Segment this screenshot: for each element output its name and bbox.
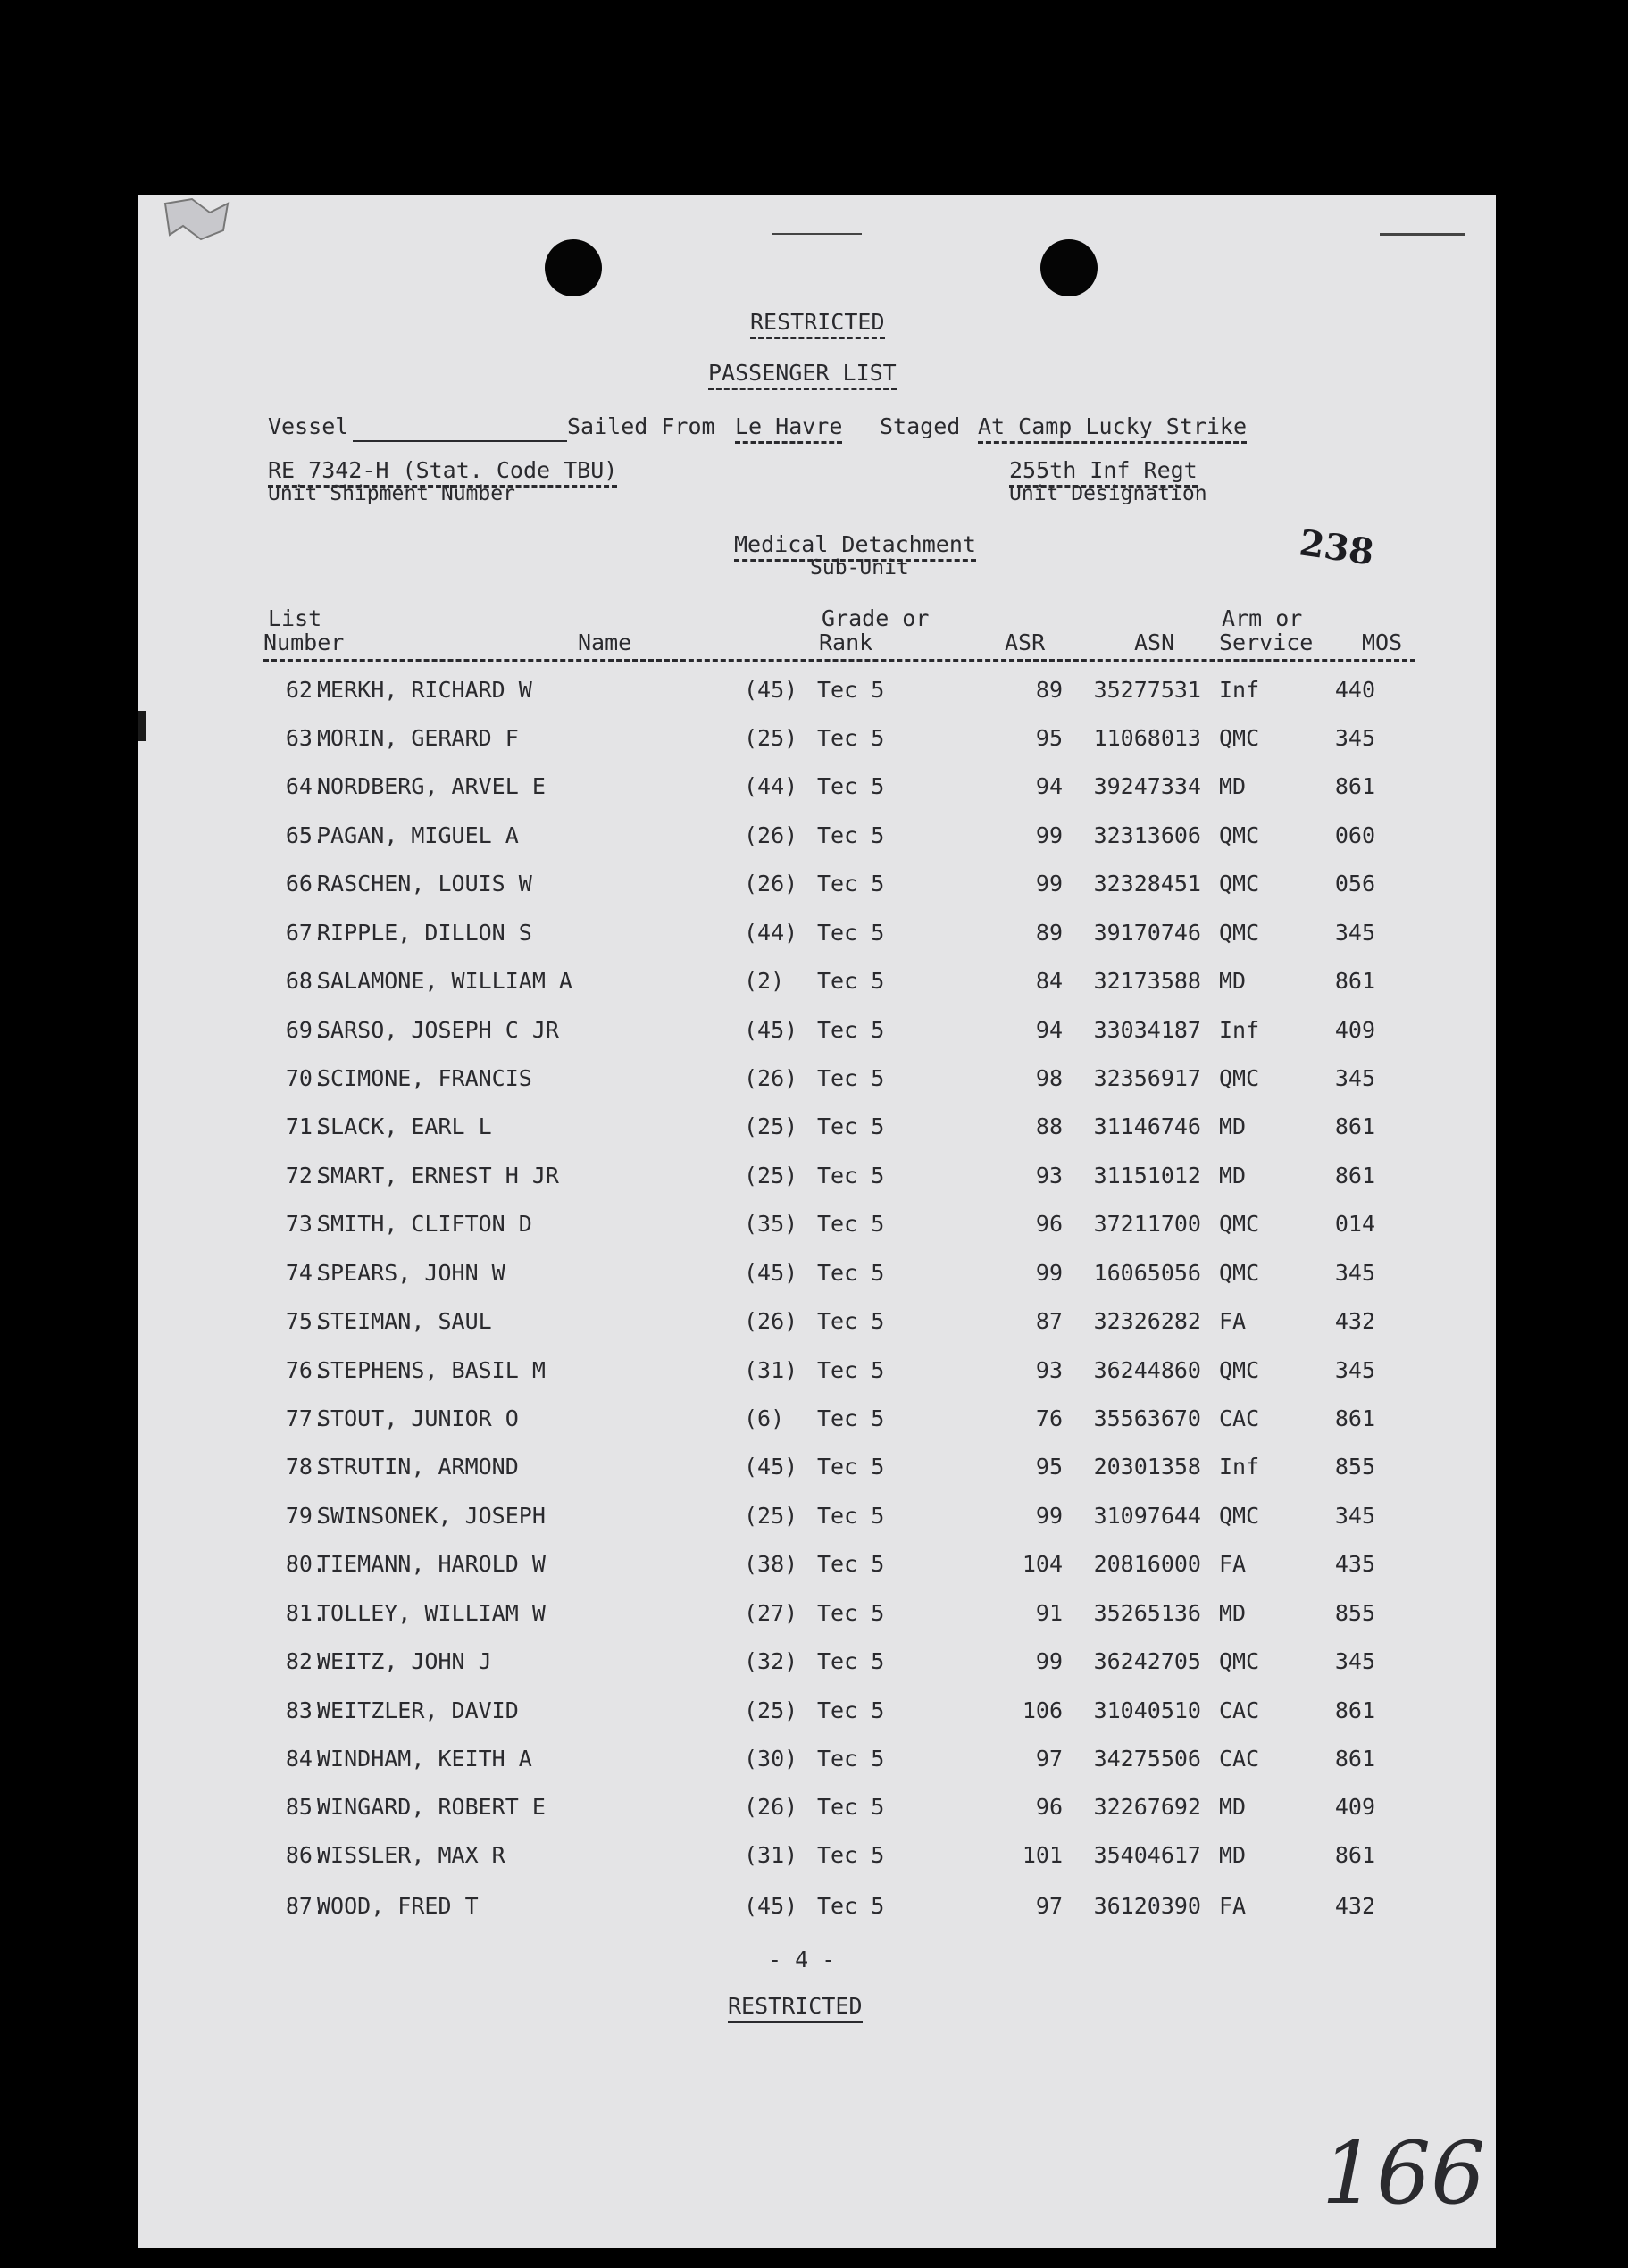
top-rule-mark [772, 233, 862, 235]
table-row: 86. WISSLER, MAX R (31) Tec 5 101 35404617 MD 861 [285, 1842, 1375, 1868]
table-row: 63. MORIN, GERARD F (25) Tec 5 95 11068013 QMC 345 [285, 725, 1375, 751]
table-row: 77. STOUT, JUNIOR O (6) Tec 5 76 35563670 CAC 861 [285, 1405, 1375, 1431]
document-title: PASSENGER LIST [708, 360, 897, 386]
table-row: 79. SWINSONEK, JOSEPH (25) Tec 5 99 31097644 QMC 345 [285, 1503, 1375, 1529]
col-asn: ASN [1134, 630, 1175, 655]
top-right-rule-mark [1380, 233, 1465, 236]
sub-unit-value: Medical Detachment [734, 531, 976, 557]
table-row: 71. SLACK, EARL L (25) Tec 5 88 31146746 MD 861 [285, 1113, 1375, 1139]
sub-unit-label: Sub-Unit [810, 556, 909, 580]
col-arm-1: Arm or [1222, 605, 1303, 631]
table-row: 87. WOOD, FRED T (45) Tec 5 97 36120390 FA 432 [285, 1893, 1375, 1919]
vessel-blank [353, 440, 567, 442]
col-name: Name [578, 630, 632, 655]
table-row: 85. WINGARD, ROBERT E (26) Tec 5 96 32267692 MD 409 [285, 1794, 1375, 1820]
table-row: 73. SMITH, CLIFTON D (35) Tec 5 96 37211700 QMC 014 [285, 1211, 1375, 1237]
document-page [138, 195, 1496, 2248]
table-row: 68. SALAMONE, WILLIAM A (2) Tec 5 84 32173588 MD 861 [285, 968, 1375, 994]
handwritten-page-number: 166 [1322, 2123, 1486, 2223]
col-list-number-1: List [268, 605, 322, 631]
unit-shipment-number: RE 7342-H (Stat. Code TBU) [268, 457, 617, 483]
table-row: 66. RASCHEN, LOUIS W (26) Tec 5 99 32328451 QMC 056 [285, 871, 1375, 896]
staged-value: At Camp Lucky Strike [978, 413, 1247, 439]
classification-top: RESTRICTED [750, 309, 885, 335]
classification-bottom: RESTRICTED [728, 1993, 863, 2019]
table-row: 76. STEPHENS, BASIL M (31) Tec 5 93 36244860 QMC 345 [285, 1357, 1375, 1383]
table-row: 74. SPEARS, JOHN W (45) Tec 5 99 16065056 QMC 345 [285, 1260, 1375, 1286]
page-number: - 4 - [768, 1947, 836, 1972]
table-row: 80. TIEMANN, HAROLD W (38) Tec 5 104 20816000 FA 435 [285, 1551, 1375, 1577]
table-row: 84. WINDHAM, KEITH A (30) Tec 5 97 34275506 CAC 861 [285, 1746, 1375, 1772]
table-row: 69. SARSO, JOSEPH C JR (45) Tec 5 94 33034187 Inf 409 [285, 1017, 1375, 1043]
unit-designation-label: Unit Designation [1009, 482, 1207, 505]
punch-hole-right [1040, 239, 1098, 296]
corner-tape-mark [156, 195, 237, 266]
vessel-label: Vessel [268, 413, 349, 439]
col-list-number-2: Number [263, 630, 345, 655]
staged-label: Staged [880, 413, 961, 439]
header-rule [263, 659, 1415, 662]
sailed-from-label: Sailed From [567, 413, 715, 439]
table-row: 83. WEITZLER, DAVID (25) Tec 5 106 31040510 CAC 861 [285, 1697, 1375, 1723]
sailed-from-value: Le Havre [735, 413, 842, 439]
unit-designation-value: 255th Inf Regt [1009, 457, 1198, 483]
col-grade-1: Grade or [822, 605, 930, 631]
col-grade-2: Rank [819, 630, 873, 655]
punch-hole-left [545, 239, 602, 296]
table-row: 75. STEIMAN, SAUL (26) Tec 5 87 32326282 FA 432 [285, 1308, 1375, 1334]
table-row: 62. MERKH, RICHARD W (45) Tec 5 89 35277531 Inf 440 [285, 677, 1375, 703]
table-row: 65. PAGAN, MIGUEL A (26) Tec 5 99 32313606 QMC 060 [285, 822, 1375, 848]
col-arm-2: Service [1219, 630, 1314, 655]
col-mos: MOS [1362, 630, 1403, 655]
table-row: 72. SMART, ERNEST H JR (25) Tec 5 93 31151012 MD 861 [285, 1163, 1375, 1188]
table-row: 70. SCIMONE, FRANCIS (26) Tec 5 98 32356917 QMC 345 [285, 1065, 1375, 1091]
table-row: 81. TOLLEY, WILLIAM W (27) Tec 5 91 35265136 MD 855 [285, 1600, 1375, 1626]
col-asr: ASR [1005, 630, 1046, 655]
unit-shipment-label: Unit Shipment Number [268, 482, 515, 505]
table-row: 82. WEITZ, JOHN J (32) Tec 5 99 36242705 QMC 345 [285, 1648, 1375, 1674]
stamped-number: 238 [1297, 521, 1377, 574]
table-row: 78. STRUTIN, ARMOND (45) Tec 5 95 20301358 Inf 855 [285, 1454, 1375, 1480]
table-row: 67. RIPPLE, DILLON S (44) Tec 5 89 39170746 QMC 345 [285, 920, 1375, 946]
table-row: 64. NORDBERG, ARVEL E (44) Tec 5 94 39247334 MD 861 [285, 773, 1375, 799]
